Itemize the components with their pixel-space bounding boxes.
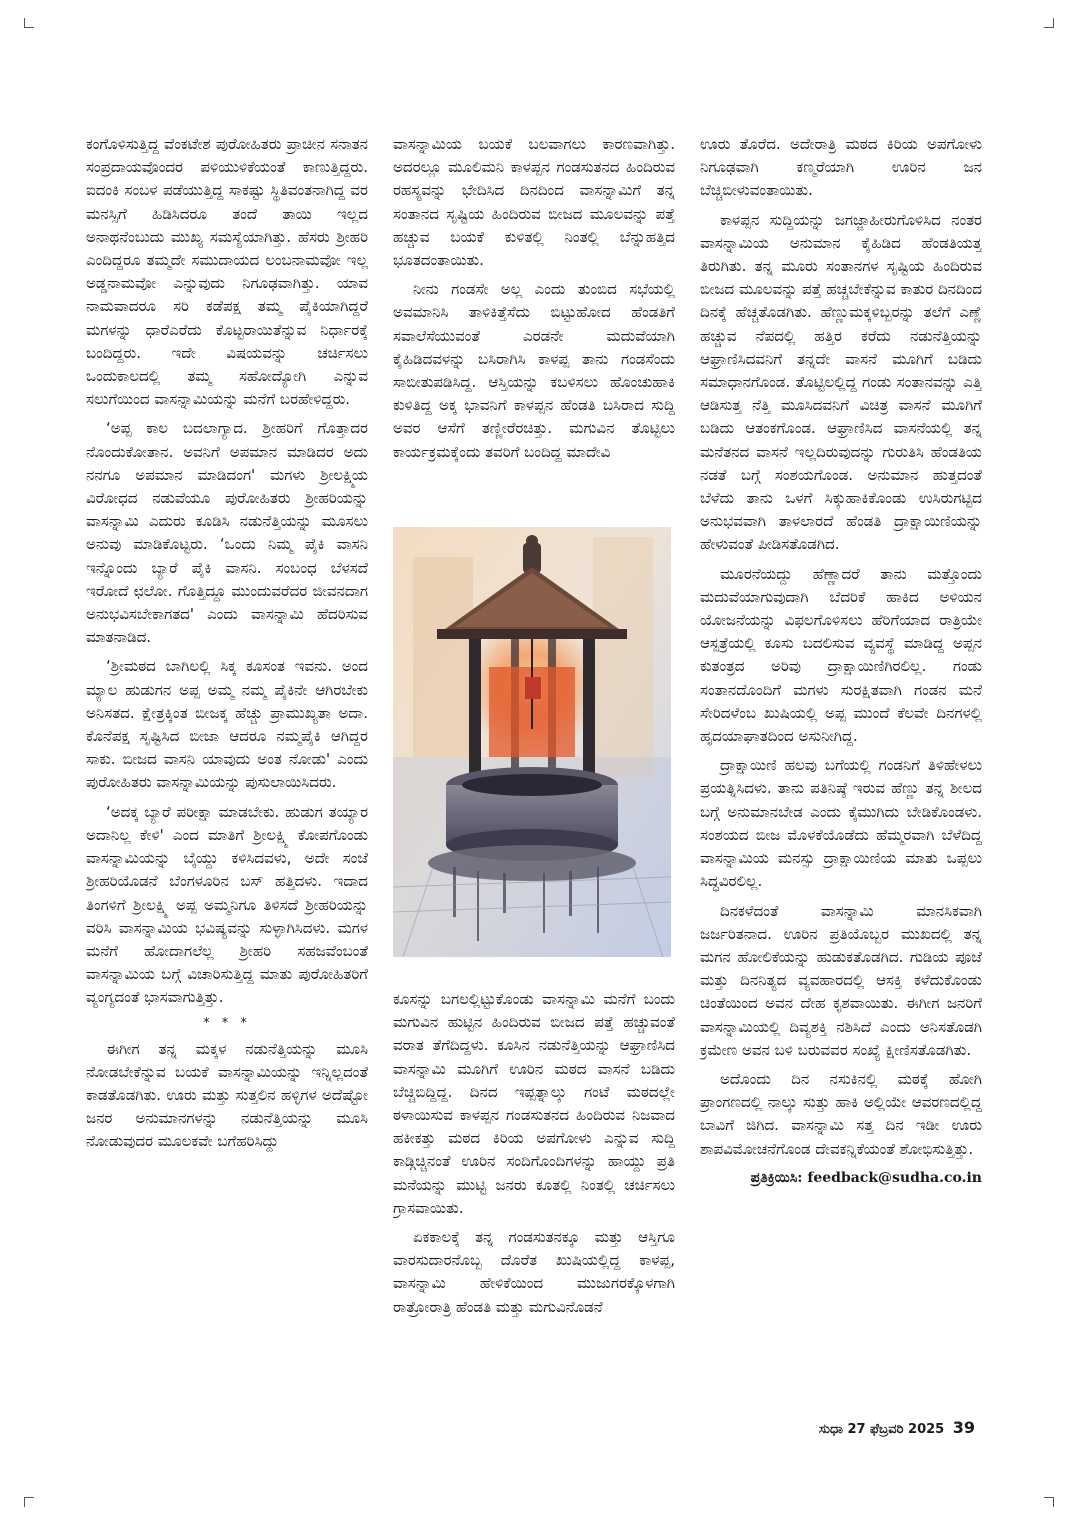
- paragraph: ವಾಸನ್ನಾಮಿಯ ಬಯಕೆ ಬಲವಾಗಲು ಕಾರಣವಾಗಿತ್ತು. ಅದರಲ್ಲೂ ಮೂಲಿಮನಿ ಕಾಳಪ್ಪನ ಗಂಡಸುತನದ ಹಿಂದಿರುವ ರಹಸ್ಯವನ್ನು ಭೇದಿಸಿದ ದಿನದಿಂದ ವಾಸನ್ನಾಮಿಗೆ ತನ್ನ ಸಂತಾನದ ಸೃಷ್ಟಿಯ ಹಿಂದಿರುವ ಬೀಜದ ಮೂಲವನ್ನು ಪತ್ತೆ ಹಚ್ಚುವ ಬಯಕೆ ಕುಳಿತಲ್ಲಿ ನಿಂತಲ್ಲಿ ಬೆನ್ನುಹತ್ತಿದ ಭೂತದಂತಾಯಿತು.: [393, 135, 675, 270]
- paragraph: ಅದೊಂದು ದಿನ ನಸುಕಿನಲ್ಲಿ ಮಠಕ್ಕೆ ಹೋಗಿ ಪ್ರಾಂಗಣದಲ್ಲಿ ನಾಲ್ಕು ಸುತ್ತು ಹಾಕಿ ಅಲ್ಲಿಯೇ ಆವರಣದಲ್ಲಿದ್ದ ಬಾವಿಗೆ ಜಿಗಿದ. ವಾಸನ್ನಾಮಿ ಸತ್ತ ದಿನ ಇಡೀ ಊರು ಶಾಪವಿಮೋಚನೆಗೊಂಡ ದೇವಕನ್ನಿಕೆಯಂತೆ ಶೋಭಿಸುತ್ತಿತ್ತು.: [700, 1069, 982, 1158]
- well-illustration: [393, 527, 671, 957]
- crop-mark-top-left: [24, 18, 34, 28]
- crop-mark-bottom-right: [1044, 1497, 1054, 1507]
- article-column-3: [700, 133, 982, 1395]
- feedback-email: ಪ್ರತಿಕ್ರಿಯಿಸಿ: feedback@sudha.co.in: [750, 1169, 982, 1186]
- paragraph: ‘ಶ್ರೀಮಠದ ಬಾಗಿಲಲ್ಲಿ ಸಿಕ್ಕ ಕೂಸಂತ ಇವನು. ಅಂದ ಮ್ಯಾಲ ಹುಡುಗನ ಅಪ್ಪ ಅಮ್ಮ ನಮ್ಮ ಪೈಕಿನೇ ಆಗಿರಬೇಕು ಅನಿಸತದ. ಕ್ಷೇತ್ರಕ್ಕಿಂತ ಬೀಜಕ್ಕ ಹೆಚ್ಚು ಪ್ರಾಮುಖ್ಯತಾ ಅದಾ. ಕೊನೆಪಕ್ಷ ಸೃಷ್ಟಿಸಿದ ಬೀಜಾ ಆದರೂ ನಮ್ಮಪೈಕಿ ಆಗಿದ್ದರ ಸಾಕು. ಬೀಜದ ವಾಸನಿ ಯಾವುದು ಅಂತ ನೋಡು' ಎಂದು ಪುರೋಹಿತರು ವಾಸನ್ನಾಮಿಯನ್ನು ಪುಸುಲಾಯಿಸಿದರು.: [86, 657, 368, 792]
- crop-mark-top-right: [1044, 18, 1054, 28]
- paragraph: ಏಕಕಾಲಕ್ಕೆ ತನ್ನ ಗಂಡಸುತನಕ್ಕೂ ಮತ್ತು ಆಸ್ತಿಗೂ ವಾರಸುದಾರನೊಬ್ಬ ದೊರೆತ ಖುಷಿಯಲ್ಲಿದ್ದ ಕಾಳಪ್ಪ, ವಾಸನ್ನಾಮಿ ಹೇಳಿಕೆಯಿಂದ ಮುಜುಗರಕ್ಕೊಳಗಾಗಿ ರಾತ್ರೋರಾತ್ರಿ ಹೆಂಡತಿ ಮತ್ತು ಮಗುವಿನೊಡನೆ: [393, 1228, 675, 1316]
- paragraph: ಕಂಗೊಳಿಸುತ್ತಿದ್ದ ವೆಂಕಟೇಶ ಪುರೋಹಿತರು ಪ್ರಾಚೀನ ಸನಾತನ ಸಂಪ್ರದಾಯವೊಂದರ ಪಳಿಯುಳಿಕೆಯಂತೆ ಕಾಣುತ್ತಿದ್ದರು. ಐದಂಕಿ ಸಂಬಳ ಪಡೆಯುತ್ತಿದ್ದ ಸಾಕಷ್ಟು ಸ್ಥಿತಿವಂತನಾಗಿದ್ದ ವರ ಮನಸ್ಸಿಗೆ ಹಿಡಿಸಿದರೂ ತಂದೆ ತಾಯಿ ಇಲ್ಲದ ಅನಾಥನೆಂಬುದು ಮುಖ್ಯ ಸಮಸ್ಯೆಯಾಗಿತ್ತು. ಹೆಸರು ಶ್ರೀಹರಿ ಎಂದಿದ್ದರೂ ತಮ್ಮದೇ ಸಮುದಾಯದ ಲಂಬನಾಮವೋ ಇಲ್ಲ ಅಡ್ಡನಾಮವೋ ಎನ್ನುವುದು ನಿಗೂಢವಾಗಿತ್ತು. ಯಾವ ನಾಮವಾದರೂ ಸರಿ ಕಡೆಪಕ್ಷ ತಮ್ಮ ಪೈಕಿಯಾಗಿದ್ದರೆ ಮಗಳನ್ನು ಧಾರೆಎರೆದು ಕೊಟ್ಟರಾಯಿತೆನ್ನುವ ನಿರ್ಧಾರಕ್ಕೆ ಬಂದಿದ್ದರು. ಇದೇ ವಿಷಯವನ್ನು ಚರ್ಚಿಸಲು ಒಂದುಕಾಲದಲ್ಲಿ ತಮ್ಮ ಸಹೋದ್ಯೋಗಿ ಎನ್ನುವ ಸಲುಗೆಯಿಂದ ವಾಸನ್ನಾಮಿಯನ್ನು ಮನೆಗೆ ಬರಹೇಳಿದ್ದರು.: [86, 135, 368, 409]
- paragraph: ‘ಅಪ್ಪ ಕಾಲ ಬದಲಾಗ್ಯಾದ. ಶ್ರೀಹರಿಗೆ ಗೊತ್ತಾದರ ನೊಂದುಕೋತಾನ. ಅವನಿಗೆ ಅಪಮಾನ ಮಾಡಿದರ ಅದು ನನಗೂ ಅಪಮಾನ ಮಾಡಿದಂಗ' ಮಗಳು ಶ್ರೀಲಕ್ಷ್ಮಿಯ ವಿರೋಧದ ನಡುವೆಯೂ ಪುರೋಹಿತರು ಶ್ರೀಹರಿಯನ್ನು ವಾಸನ್ನಾಮಿ ಎದುರು ಕೂಡಿಸಿ ನಡುನೆತ್ತಿಯನ್ನು ಮೂಸಲು ಅನುವು ಮಾಡಿಕೊಟ್ಟರು. ‘ಒಂದು ನಿಮ್ಮ ಪೈಕಿ ವಾಸನಿ ಇನ್ನೊಂದು ಬ್ಯಾರೆ ಪೈಕಿ ವಾಸನಿ. ಸಂಬಂಧ ಬೆಳಸದೆ ಇರೋದೆ ಛಲೋ. ಗೊತ್ತಿದ್ದೂ ಮುಂದುವರೆದರ ಜೀವನದಾಗ ಅನುಭವಿಸಬೇಕಾಗತದ' ಎಂದು ವಾಸನ್ನಾಮಿ ಹೆದರಿಸುವ ಮಾತನಾಡಿದ.: [86, 419, 368, 647]
- section-separator: * * *: [203, 1015, 251, 1031]
- paragraph: ಈಗೀಗ ತನ್ನ ಮಕ್ಕಳ ನಡುನೆತ್ತಿಯನ್ನು ಮೂಸಿ ನೋಡಬೇಕೆನ್ನುವ ಬಯಕೆ ವಾಸನ್ನಾಮಿಯನ್ನು ಇನ್ನಿಲ್ಲದಂತೆ ಕಾಡತೊಡಗಿತು. ಊರು ಮತ್ತು ಸುತ್ತಲಿನ ಹಳ್ಳಿಗಳ ಅದೆಷ್ಟೋ ಜನರ ಅನುಮಾನಗಳನ್ನು ನಡುನೆತ್ತಿಯನ್ನು ಮೂಸಿ ನೋಡುವುದರ ಮೂಲಕವೇ ಬಗೆಹರಿಸಿದ್ದು: [86, 1039, 368, 1151]
- page-number: 39: [952, 1418, 975, 1437]
- article-column-2-top: [393, 133, 675, 515]
- page-folio: [819, 1418, 975, 1437]
- paragraph: ಕಾಳಪ್ಪನ ಸುದ್ದಿಯನ್ನು ಜಗಜ್ಜಾಹೀರುಗೊಳಿಸಿದ ನಂತರ ವಾಸನ್ನಾಮಿಯ ಅನುಮಾನ ಕೈಹಿಡಿದ ಹೆಂಡತಿಯತ್ತ ತಿರುಗಿತು. ತನ್ನ ಮೂರು ಸಂತಾನಗಳ ಸೃಷ್ಟಿಯ ಹಿಂದಿರುವ ಬೀಜದ ಮೂಲವನ್ನು ಪತ್ತೆ ಹಚ್ಚಬೇಕೆನ್ನುವ ಕಾತುರ ದಿನದಿಂದ ದಿನಕ್ಕೆ ಹೆಚ್ಚತೊಡಗಿತು. ಹೆಣ್ಣುಮಕ್ಕಳಿಬ್ಬರನ್ನು ತಲೆಗೆ ಎಣ್ಣೆ ಹಚ್ಚುವ ನೆಪದಲ್ಲಿ ಹತ್ತಿರ ಕರೆದು ನಡುನೆತ್ತಿಯನ್ನು ಆಘ್ರಾಣಿಸಿದವನಿಗೆ ತನ್ನದೇ ವಾಸನೆ ಮೂಗಿಗೆ ಬಡಿದು ಸಮಾಧಾನಗೊಂಡ. ತೊಟ್ಟಿಲಲ್ಲಿದ್ದ ಗಂಡು ಸಂತಾನವನ್ನು ಎತ್ತಿ ಆಡಿಸುತ್ತ ನೆತ್ತಿ ಮೂಸಿದವನಿಗೆ ವಿಚಿತ್ರ ವಾಸನೆ ಮೂಗಿಗೆ ಬಡಿದು ಆತಂಕಗೊಂಡ. ಆಘ್ರಾಣಿಸಿದ ವಾಸನೆಯಲ್ಲಿ ತನ್ನ ಮನೆತನದ ವಾಸನೆ ಇಲ್ಲದಿರುವುದನ್ನು ಗುರುತಿಸಿ ಹೆಂಡತಿಯ ನಡತೆ ಬಗ್ಗೆ ಸಂಶಯಗೊಂಡ. ಅನುಮಾನ ಹುತ್ತದಂತೆ ಬೆಳೆದು ತಾನು ಒಳಗೆ ಸಿಕ್ಕುಹಾಕಿಕೊಂಡು ಉಸಿರುಗಟ್ಟಿದ ಅನುಭವವಾಗಿ ತಾಳಲಾರದೆ ಹೆಂಡತಿ ದ್ರಾಕ್ಷಾಯಿಣಿಯನ್ನು ಹೇಳುವಂತೆ ಪೀಡಿಸತೊಡಗಿದ.: [700, 210, 982, 554]
- article-column-2-bottom: [393, 988, 675, 1388]
- paragraph: ದ್ರಾಕ್ಷಾಯಿಣಿ ಹಲವು ಬಗೆಯಲ್ಲಿ ಗಂಡನಿಗೆ ತಿಳಿಹೇಳಲು ಪ್ರಯತ್ನಿಸಿದಳು. ತಾನು ಪತಿನಿಷ್ಠೆ ಇರುವ ಹೆಣ್ಣು ತನ್ನ ಶೀಲದ ಬಗ್ಗೆ ಅನುಮಾನಬೇಡ ಎಂದು ಕೈಮುಗಿದು ಬೇಡಿಕೊಂಡಳು. ಸಂಶಯದ ಬೀಜ ಮೊಳಕೆಯೊಡೆದು ಹೆಮ್ಮರವಾಗಿ ಬೆಳೆದಿದ್ದ ವಾಸನ್ನಾಮಿಯ ಮನಸ್ಸು ದ್ರಾಕ್ಷಾಯಿಣಿಯ ಮಾತು ಒಪ್ಪಲು ಸಿದ್ಧವಿರಲಿಲ್ಲ.: [700, 756, 982, 891]
- paragraph: ದಿನಕಳೆದಂತೆ ವಾಸನ್ನಾಮಿ ಮಾನಸಿಕವಾಗಿ ಜರ್ಜರಿತನಾದ. ಊರಿನ ಪ್ರತಿಯೊಬ್ಬರ ಮುಖದಲ್ಲಿ ತನ್ನ ಮಗನ ಹೋಲಿಕೆಯನ್ನು ಹುಡುಕತೊಡಗಿದ. ಗುಡಿಯ ಪೂಜೆ ಮತ್ತು ದಿನನಿತ್ಯದ ವ್ಯವಹಾರದಲ್ಲಿ ಆಸಕ್ತಿ ಕಳೆದುಕೊಂಡು ಚಿಂತೆಯಿಂದ ಅವನ ದೇಹ ಕೃಶವಾಯಿತು. ಈಗೀಗ ಜನರಿಗೆ ವಾಸನ್ನಾಮಿಯಲ್ಲಿ ದಿವ್ಯಶಕ್ತಿ ನಶಿಸಿದೆ ಎಂದು ಅನಿಸತೊಡಗಿ ಕ್ರಮೇಣ ಅವನ ಬಳಿ ಬರುವವರ ಸಂಖ್ಯೆ ಕ್ಷೀಣಿಸತೊಡಗಿತು.: [700, 901, 982, 1059]
- paragraph: ಕೂಸನ್ನು ಬಗಲಲ್ಲಿಟ್ಟುಕೊಂಡು ವಾಸನ್ನಾಮಿ ಮನೆಗೆ ಬಂದು ಮಗುವಿನ ಹುಟ್ಟಿನ ಹಿಂದಿರುವ ಬೀಜದ ಪತ್ತೆ ಹಚ್ಚುವಂತೆ ವರಾತ ತೆಗೆದಿದ್ದಳು. ಕೂಸಿನ ನಡುನೆತ್ತಿಯನ್ನು ಆಘ್ರಾಣಿಸಿದ ವಾಸನ್ನಾಮಿ ಮೂಗಿಗೆ ಊರಿನ ಮಠದ ವಾಸನೆ ಬಡಿದು ಬೆಚ್ಚಿಬಿದ್ದಿದ್ದ. ದಿನದ ಇಪ್ಪತ್ನಾಲ್ಕು ಗಂಟೆ ಮಠದಲ್ಲೇ ಠಳಾಯಿಸುವ ಕಾಳಪ್ಪನ ಗಂಡಸುತನದ ಹಿಂದಿರುವ ನಿಜವಾದ ಹಕೀಕತ್ತು ಮಠದ ಕಿರಿಯ ಅಪಗೋಳು ಎನ್ನುವ ಸುದ್ದಿ ಕಾಡ್ಗಿಚ್ಚಿನಂತೆ ಊರಿನ ಸಂದಿಗೊಂದಿಗಳನ್ನು ಹಾಯ್ದು ಪ್ರತಿ ಮನೆಯನ್ನು ಮುಟ್ಟಿ ಜನರು ಕೂತಲ್ಲಿ ನಿಂತಲ್ಲಿ ಚರ್ಚಿಸಲು ಗ್ರಾಸವಾಯಿತು.: [393, 990, 675, 1217]
- folio-text: ಸುಧಾ 27 ಫೆಬ್ರವರಿ 2025: [818, 1422, 945, 1437]
- crop-mark-bottom-left: [24, 1497, 34, 1507]
- paragraph: ಊರು ತೊರೆದ. ಅದೇರಾತ್ರಿ ಮಠದ ಕಿರಿಯ ಅಪಗೋಳು ನಿಗೂಢವಾಗಿ ಕಣ್ಮರೆಯಾಗಿ ಊರಿನ ಜನ ಬೆಚ್ಚಿಬೀಳುವಂತಾಯಿತು.: [700, 135, 982, 200]
- paragraph: ಮೂರನೆಯದ್ದು ಹೆಣ್ಣಾದರೆ ತಾನು ಮತ್ತೊಂದು ಮದುವೆಯಾಗುವುದಾಗಿ ಬೆದರಿಕೆ ಹಾಕಿದ ಅಳಿಯನ ಯೋಜನೆಯನ್ನು ವಿಫಲಗೊಳಿಸಲು ಹೆರಿಗೆಯಾದ ರಾತ್ರಿಯೇ ಆಸ್ಪತ್ರೆಯಲ್ಲಿ ಕೂಸು ಬದಲಿಸುವ ವ್ಯವಸ್ಥೆ ಮಾಡಿದ್ದ ಅಪ್ಪನ ಕುತಂತ್ರದ ಅರಿವು ದ್ರಾಕ್ಷಾಯಿಣಿಗಿರಲಿಲ್ಲ. ಗಂಡು ಸಂತಾನದೊಂದಿಗೆ ಮಗಳು ಸುರಕ್ಷಿತವಾಗಿ ಗಂಡನ ಮನೆ ಸೇರಿದಳೆಂಬ ಖುಷಿಯಲ್ಲಿ ಅಪ್ಪ ಮುಂದೆ ಕೆಲವೇ ದಿನಗಳಲ್ಲಿ ಹೃದಯಾಘಾತದಿಂದ ಅಸುನೀಗಿದ್ದ.: [700, 564, 982, 746]
- paragraph: ನೀನು ಗಂಡಸೇ ಅಲ್ಲ ಎಂದು ತುಂಬಿದ ಸಭೆಯಲ್ಲಿ ಅವಮಾನಿಸಿ ತಾಳಿಕಿತ್ತೆಸೆದು ಬಿಟ್ಟುಹೋದ ಹೆಂಡತಿಗೆ ಸವಾಲೆಸೆಯುವಂತೆ ಎರಡನೇ ಮದುವೆಯಾಗಿ ಕೈಹಿಡಿದವಳನ್ನು ಬಸಿರಾಗಿಸಿ ಕಾಳಪ್ಪ ತಾನು ಗಂಡಸೆಂದು ಸಾಬೀತುಪಡಿಸಿದ್ದ. ಆಸ್ತಿಯನ್ನು ಕಬಳಿಸಲು ಹೊಂಚುಹಾಕಿ ಕುಳಿತಿದ್ದ ಅಕ್ಕ ಭಾವನಿಗೆ ಕಾಳಪ್ಪನ ಹೆಂಡತಿ ಬಸಿರಾದ ಸುದ್ದಿ ಅವರ ಆಸೆಗೆ ತಣ್ಣೀರೆರಚಿತ್ತು. ಮಗುವಿನ ತೊಟ್ಟಿಲು ಕಾರ್ಯಕ್ರಮಕ್ಕೆಂದು ತವರಿಗೆ ಬಂದಿದ್ದ ಮಾದೇವಿ: [393, 280, 675, 461]
- well-icon: [393, 527, 671, 957]
- paragraph: ‘ಅದಕ್ಕ ಬ್ಯಾರೆ ಪರೀಕ್ಷಾ ಮಾಡಬೇಕು. ಹುಡುಗ ತಯ್ಯಾರ ಅದಾನಿಲ್ಲ ಕೇಳಿ' ಎಂದ ಮಾತಿಗೆ ಶ್ರೀಲಕ್ಷ್ಮಿ ಕೋಪಗೊಂಡು ವಾಸನ್ನಾಮಿಯನ್ನು ಬೈಯ್ದು ಕಳಿಸಿದವಳು, ಅದೇ ಸಂಜೆ ಶ್ರೀಹರಿಯೊಡನೆ ಬೆಂಗಳೂರಿನ ಬಸ್ ಹತ್ತಿದಳು. ಇದಾದ ತಿಂಗಳಿಗೆ ಶ್ರೀಲಕ್ಷ್ಮಿ ಅಪ್ಪ ಅಮ್ಮನಿಗೂ ತಿಳಿಸದೆ ಶ್ರೀಹರಿಯನ್ನು ವರಿಸಿ ವಾಸನ್ನಾಮಿಯ ಭವಿಷ್ಯವನ್ನು ಸುಳ್ಳಾಗಿಸಿದಳು. ಮಗಳ ಮನೆಗೆ ಹೋದಾಗಲೆಲ್ಲ ಶ್ರೀಹರಿ ಸಹಜವೆಂಬಂತೆ ವಾಸನ್ನಾಮಿಯ ಬಗ್ಗೆ ವಿಚಾರಿಸುತ್ತಿದ್ದ ಮಾತು ಪುರೋಹಿತರಿಗೆ ವ್ಯಂಗ್ಯದಂತೆ ಭಾಸವಾಗುತ್ತಿತ್ತು.: [86, 802, 368, 1007]
- article-column-1: [86, 133, 368, 1395]
